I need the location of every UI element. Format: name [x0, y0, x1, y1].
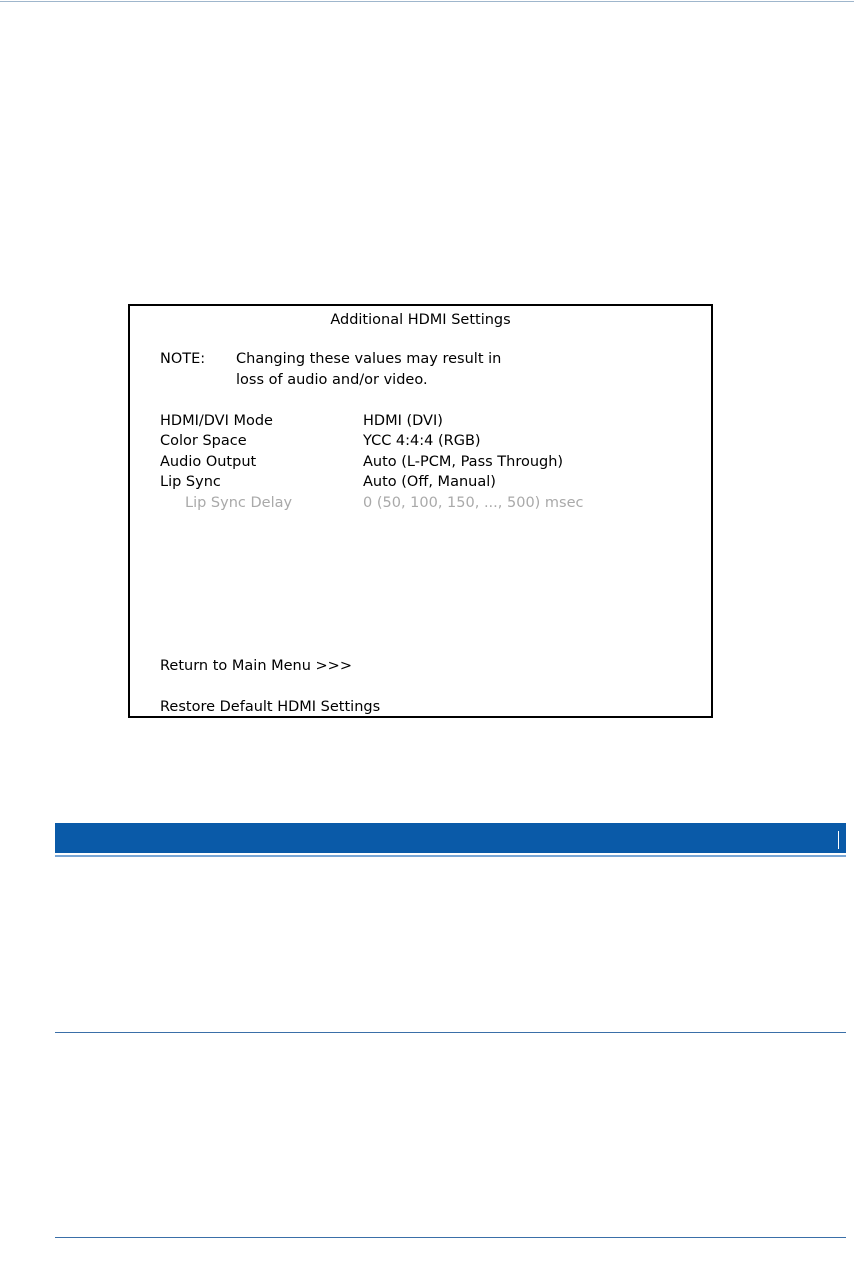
audio-output-value[interactable]: Auto (L-PCM, Pass Through) [363, 454, 564, 470]
table-row-divider [55, 1237, 846, 1238]
lip-sync-delay-label: Lip Sync Delay [185, 495, 293, 511]
lip-sync-value[interactable]: Auto (Off, Manual) [363, 474, 496, 490]
return-to-main-menu-link[interactable]: Return to Main Menu >>> [160, 658, 352, 674]
section-header-bar [55, 823, 846, 853]
table-row-divider [55, 1032, 846, 1033]
lip-sync-label[interactable]: Lip Sync [160, 474, 221, 490]
hdmi-dvi-mode-label[interactable]: HDMI/DVI Mode [160, 413, 273, 429]
section-header-edge [838, 831, 839, 849]
restore-default-hdmi-settings-link[interactable]: Restore Default HDMI Settings [160, 699, 381, 715]
note-text-line-1: Changing these values may result in [236, 351, 502, 367]
osd-title: Additional HDMI Settings [330, 312, 511, 328]
note-text-line-2: loss of audio and/or video. [236, 372, 428, 388]
page-top-rule [0, 1, 854, 2]
section-header-underline [55, 855, 846, 857]
audio-output-label[interactable]: Audio Output [160, 454, 257, 470]
color-space-value[interactable]: YCC 4:4:4 (RGB) [363, 433, 481, 449]
hdmi-settings-screen [128, 304, 713, 718]
hdmi-dvi-mode-value[interactable]: HDMI (DVI) [363, 413, 443, 429]
lip-sync-delay-value: 0 (50, 100, 150, ..., 500) msec [363, 495, 584, 511]
note-label: NOTE: [160, 351, 206, 367]
color-space-label[interactable]: Color Space [160, 433, 247, 449]
